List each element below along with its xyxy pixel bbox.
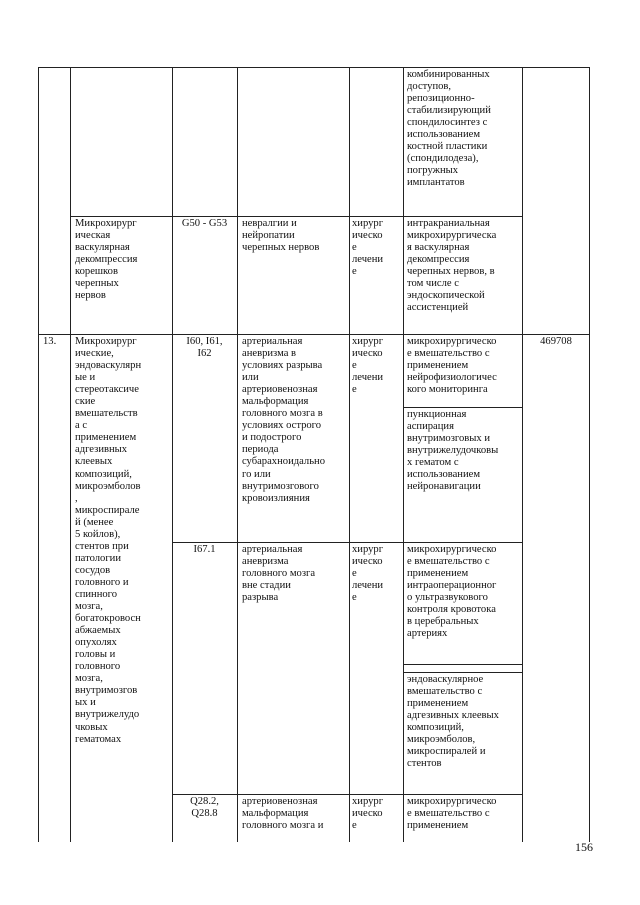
icd-codes-cell: I67.1 <box>193 544 216 555</box>
diagnosis-cell: артериальная аневризма головного мозга вне стадии разрыва <box>242 544 316 604</box>
procedure-name-cell: Микрохирург ические, эндоваскулярн ые и стереотаксиче ские вмешательств а с применением адгезивных клеевых композиций, микроэмболов , микроспирале й (менее 5 койлов), стентов при патологии сосудов головного и спинного мозга, богатокровосн абжаемых опухолях головы и головного мозга, внутримозгов ых и внутрижелудо чковых гематомах <box>75 336 142 745</box>
icd-codes-cell: G50 - G53 <box>181 218 228 229</box>
icd-codes-cell: Q28.2, Q28.8 <box>190 796 219 820</box>
method-cell: микрохирургическо е вмешательство с применением <box>407 796 497 832</box>
method-cell: эндоваскулярное вмешательство с применением адгезивных клеевых композиций, микроэмболов, микроспиралей и стентов <box>407 674 499 770</box>
diagnosis-cell: невралгии и нейропатии черепных нервов <box>242 218 320 254</box>
diagnosis-cell: артериовенозная мальформация головного мозга и <box>242 796 324 832</box>
treatment-type-cell: хирург ическо е лечени е <box>352 544 384 604</box>
procedure-name-cell: Микрохирург ическая васкулярная декомпрессия корешков черепных нервов <box>75 218 138 302</box>
diagnosis-cell: артериальная аневризма в условиях разрыва или артериовенозная мальформация головного мозга в условиях острого и подострого периода субарахноидально го или внутримозгового кровоизлияния <box>242 336 326 504</box>
method-cell: микрохирургическо е вмешательство с применением нейрофизиологичес кого мониторинга <box>407 336 497 396</box>
method-cell: микрохирургическо е вмешательство с применением интраоперационног о ультразвукового контроля кровотока в церебральных артериях <box>407 544 497 640</box>
treatment-type-cell: хирург ическо е <box>352 796 384 832</box>
price-cell: 469708 <box>540 336 572 347</box>
treatment-type-cell: хирург ическо е лечени е <box>352 218 384 278</box>
icd-codes-cell: I60, I61, I62 <box>186 336 223 360</box>
treatment-type-cell: хирург ическо е лечени е <box>352 336 384 396</box>
method-cell: комбинированных доступов, репозиционно- стабилизирующий спондилосинтез с использованием костной пластики (спондилодеза), погружных имплантатов <box>407 69 491 189</box>
method-cell: пункционная аспирация внутримозговых и внутрижелудочковы х гематом с использованием нейронавигации <box>407 409 499 493</box>
page-number: 156 <box>575 840 593 854</box>
row-number-cell: 13. <box>43 336 57 347</box>
method-cell: интракраниальная микрохирургическа я васкулярная декомпрессия черепных нервов, в том числе с эндоскопической ассистенцией <box>407 218 497 314</box>
